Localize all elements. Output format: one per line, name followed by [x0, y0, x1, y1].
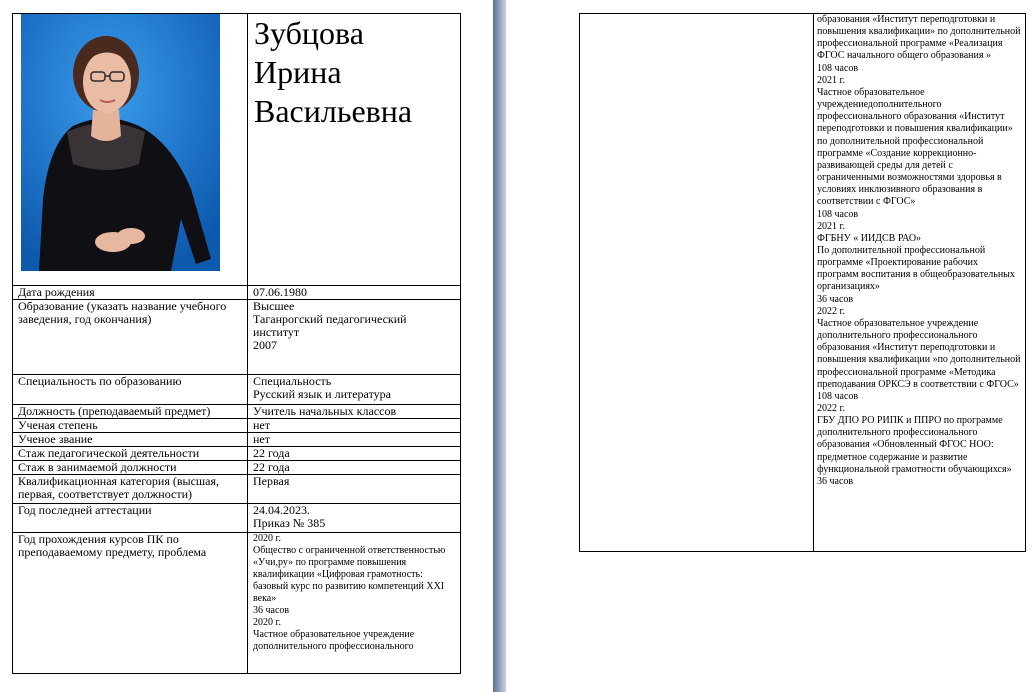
label-position: Должность (преподаваемый предмет): [13, 405, 248, 419]
row-courses-continued: [580, 14, 1026, 552]
label-teaching-experience: Стаж педагогической деятельности: [13, 447, 248, 461]
label-courses: Год прохождения курсов ПК по преподаваемому предмету, проблема: [13, 533, 248, 674]
surname: Зубцова: [254, 15, 364, 51]
document-page-right: [506, 0, 1036, 692]
value-courses-part1: 2020 г. Общество с ограниченной ответственностью «Учи,ру» по программе повышения квалификации «Цифровая грамотность: базовый курс по развитию компетенций XXI века» 36 часов 2020 г. Частное образовательное учреждение дополнительного профессионального: [248, 533, 461, 674]
row-attestation: [13, 504, 461, 533]
teacher-photo: [21, 14, 220, 271]
label-degree: Ученая степень: [13, 419, 248, 433]
value-title: нет: [248, 433, 461, 447]
value-attestation: 24.04.2023. Приказ № 385: [248, 504, 461, 533]
value-education: Высшее Таганрогский педагогический институт 2007: [248, 300, 461, 375]
patronymic: Васильевна: [254, 93, 413, 129]
row-degree: [13, 419, 461, 433]
value-teaching-experience: 22 года: [248, 447, 461, 461]
row-courses: [13, 533, 461, 674]
value-birth-date: 07.06.1980: [248, 286, 461, 300]
label-attestation: Год последней аттестации: [13, 504, 248, 533]
row-category: [13, 475, 461, 504]
label-position-experience: Стаж в занимаемой должности: [13, 461, 248, 475]
label-category: Квалификационная категория (высшая, первая, соответствует должности): [13, 475, 248, 504]
courses-continuation-table: [579, 13, 1026, 552]
photo-cell: [13, 14, 248, 286]
value-specialty: Специальность Русский язык и литература: [248, 375, 461, 405]
value-position: Учитель начальных классов: [248, 405, 461, 419]
value-degree: нет: [248, 419, 461, 433]
row-education: [13, 300, 461, 375]
row-specialty: [13, 375, 461, 405]
value-category: Первая: [248, 475, 461, 504]
portrait-illustration: [21, 14, 220, 271]
row-position: [13, 405, 461, 419]
label-specialty: Специальность по образованию: [13, 375, 248, 405]
row-title: [13, 433, 461, 447]
label-education: Образование (указать название учебного заведения, год окончания): [13, 300, 248, 375]
empty-label-cell: [580, 14, 814, 552]
teacher-card-table: [12, 13, 461, 674]
page-gutter: [493, 0, 506, 692]
row-position-experience: [13, 461, 461, 475]
row-birth-date: [13, 286, 461, 300]
document-page-left: [0, 0, 493, 692]
value-courses-part2: образования «Институт переподготовки и повышения квалификации» по дополнительной профессиональной программе «Реализация ФГОС начального общего образования » 108 часов 2021 г. Частное образовательное учреждениедополнительного профессионального образования «Институт переподготовки и повышения квалификации» по дополнительной профессиональной программе «Создание коррекционно-развивающей среды для детей с ограниченными возможностями здоровья в условиях инклюзивного образования в соответствии с ФГОС» 108 часов 2021 г. ФГБНУ « ИИДСВ РАО» По дополнительной профессиональной программе «Проектирование рабочих программ воспитания в общеобразовательных организациях» 36 часов 2022 г. Частное образовательное учреждение дополнительного профессионального образования «Институт переподготовки и повышения квалификации »по дополнительной профессиональной программе «Методика преподавания ОРКСЭ в соответствии с ФГОС» 108 часов 2022 г. ГБУ ДПО РО РИПК и ППРО по программе дополнительного профессионального образования «Обновленный ФГОС НОО: предметное содержание и развитие функциональной грамотности обучающихся» 36 часов: [814, 14, 1026, 552]
teacher-name: [248, 14, 461, 286]
value-position-experience: 22 года: [248, 461, 461, 475]
row-teaching-experience: [13, 447, 461, 461]
first-name: Ирина: [254, 54, 342, 90]
label-title: Ученое звание: [13, 433, 248, 447]
header-row: [13, 14, 461, 286]
label-birth-date: Дата рождения: [13, 286, 248, 300]
